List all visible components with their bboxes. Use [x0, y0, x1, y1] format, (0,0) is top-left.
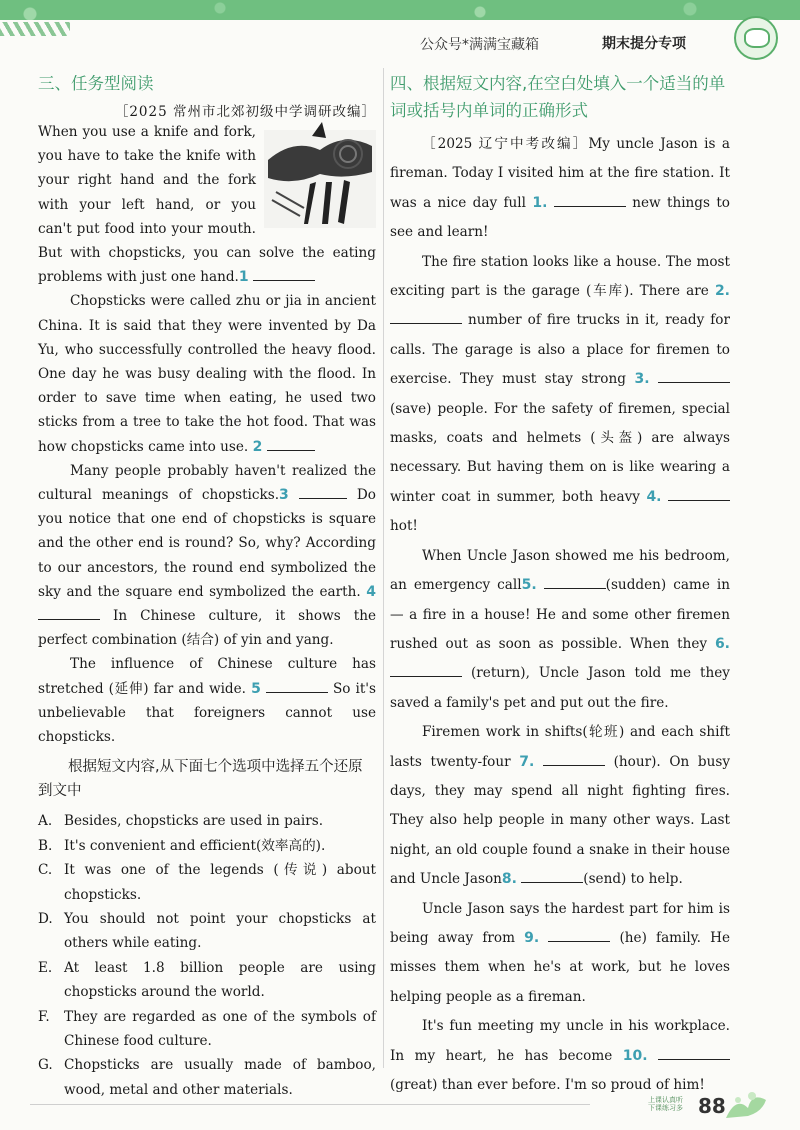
answer-blank-3[interactable]: [299, 484, 347, 499]
header-chevrons-decor: [0, 22, 70, 36]
column-divider: [383, 68, 384, 1068]
fill-blank-5[interactable]: [544, 574, 606, 589]
paragraph-r3: When Uncle Jason showed me his bedroom, an emergency call5. (sudden) came in — a fire in a house! He and some other firemen rushed out as soon as possible. When they 6. (return), Uncle Jason told me they saved a family's pet and put out the fire.: [390, 547, 730, 711]
paragraph-r2: The fire station looks like a house. The most exciting part is the garage (车库). There are 2. number of fire trucks in it, ready for calls. The garage is also a place for firemen to exercise. They must stay strong 3. (save) people. For the safety of firemen, special masks, coats and helmets (头盔) are always necessary. But having them on is like wearing a winter coat in summer, both heavy 4. hot!: [390, 253, 730, 535]
option-b: B. It's convenient and efficient(效率高的).: [38, 837, 326, 854]
header-logo: [734, 16, 778, 60]
option-e: E. At least 1.8 billion people are using chopsticks around the world.: [38, 959, 376, 1001]
footer-rule: [30, 1104, 590, 1105]
option-d: D. You should not point your chopsticks at others while eating.: [38, 910, 376, 952]
paragraph-r6: It's fun meeting my uncle in his workplace. In my heart, he has become 10. (great) than ever before. I'm so proud of him!: [390, 1018, 730, 1093]
top-decor-strip: [0, 0, 800, 20]
footer-badge-line-2: 下课练习多: [648, 1104, 683, 1112]
option-a: A. Besides, chopsticks are used in pairs.: [38, 813, 324, 830]
plant-decor-icon: [722, 1086, 772, 1122]
header-source-text: 公众号*满满宝藏箱: [420, 37, 539, 53]
fill-blank-8[interactable]: [521, 868, 583, 883]
paragraph-r1: ［2025 辽宁中考改编］My uncle Jason is a fireman. Today I visited him at the fire station. It was a nice day full 1. new things to see and learn!: [390, 136, 731, 241]
fill-blank-4[interactable]: [668, 486, 730, 501]
footer-badge-line-1: 上课认真听: [648, 1096, 683, 1104]
fill-blank-7[interactable]: [543, 751, 605, 766]
paragraph-4: The influence of Chinese culture has stretched (延伸) far and wide. 5 So it's unbelievable that foreigners cannot use chopsticks.: [38, 656, 377, 746]
page-number: 88: [698, 1094, 726, 1118]
paragraph-3: Many people probably haven't realized the cultural meanings of chopsticks.3 Do you notice that one end of chopsticks is square and the other end is round? So, why? According to our ancestors, the round end symbolized the sky and the square end symbolized the earth. 4 In Chinese culture, it shows the perfect combination (结合) of yin and yang.: [38, 462, 376, 649]
fill-blank-3[interactable]: [658, 368, 730, 383]
paragraph-2: Chopsticks were called zhu or jia in ancient China. It is said that they were invented by Da Yu, who successfully controlled the heavy flood. One day he was busy dealing with the flood. In order to save time when eating, he used two sticks from a tree to take the hot food. That was how chopsticks came into use. 2: [38, 293, 376, 455]
footer-badge: [648, 1096, 683, 1112]
fill-blank-9[interactable]: [548, 927, 610, 942]
paragraph-r4: Firemen work in shifts(轮班) and each shift lasts twenty-four 7. (hour). On busy days, they may spend all night fighting fires. They also help people in many other ways. Last night, an old couple found a snake in their house and Uncle Jason8. (send) to help.: [390, 724, 730, 888]
section-title-task-reading: 三、任务型阅读: [38, 74, 154, 93]
option-f: F. They are regarded as one of the symbols of Chinese food culture.: [38, 1008, 376, 1049]
source-tag-left: ［2025 常州市北郊初级中学调研改编］: [114, 104, 376, 120]
fill-blank-10[interactable]: [658, 1045, 730, 1060]
fill-blank-1[interactable]: [554, 192, 626, 207]
paragraph-1: When you use a knife and fork, you have to take the knife with your right hand and the fork with your left hand, or you can't put food into your mouth. But with chopsticks, you can solve the eating problems with just one hand.1: [38, 124, 376, 286]
section-title-cloze: 四、根据短文内容,在空白处填入一个适当的单词或括号内单词的正确形式: [390, 74, 726, 120]
fill-blank-2[interactable]: [390, 309, 462, 324]
chopsticks-illustration: [264, 120, 376, 228]
options-list: [38, 809, 376, 1102]
option-c: C. It was one of the legends (传说) about chopsticks.: [38, 862, 376, 903]
answer-blank-4[interactable]: [38, 605, 100, 620]
answer-blank-1[interactable]: [253, 266, 315, 281]
answer-blank-2[interactable]: [267, 436, 315, 451]
left-column: [38, 68, 376, 1102]
option-g: G. Chopsticks are usually made of bamboo, wood, metal and other materials.: [38, 1057, 376, 1098]
paragraph-r5: Uncle Jason says the hardest part for him is being away from 9. (he) family. He misses them when he's at work, but he loves helping people as a fireman.: [390, 900, 731, 1005]
task-instruction: 根据短文内容,从下面七个选项中选择五个还原到文中: [38, 759, 363, 800]
header-series-title: 期末提分专项: [602, 36, 686, 52]
fill-blank-6[interactable]: [390, 662, 462, 677]
answer-blank-5[interactable]: [266, 678, 328, 693]
right-column: [390, 68, 730, 1100]
